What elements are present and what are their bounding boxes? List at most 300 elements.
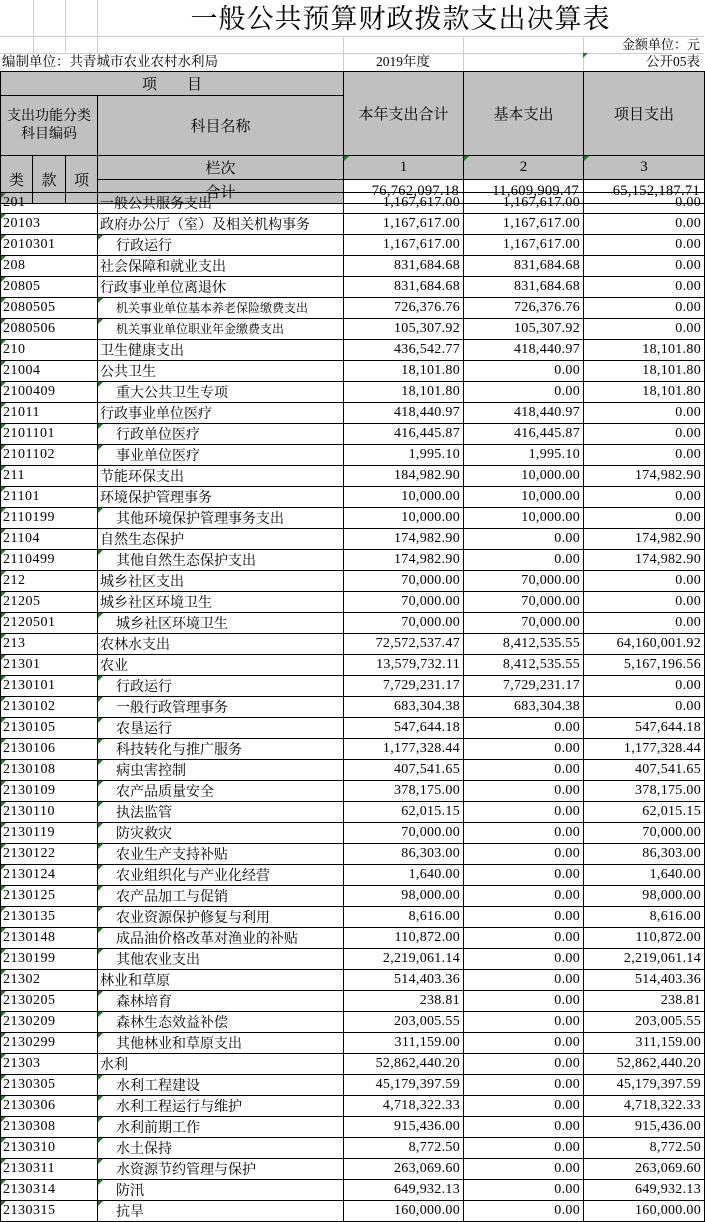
- row-name[interactable]: 水利前期工作: [98, 1116, 344, 1137]
- row-basic[interactable]: 0.00: [464, 1032, 584, 1053]
- row-project[interactable]: 0.00: [584, 423, 705, 444]
- table-row: [1, 507, 705, 528]
- row-name[interactable]: 水资源节约管理与保护: [98, 1158, 344, 1179]
- row-code[interactable]: 2130135: [1, 906, 98, 927]
- row-project[interactable]: 174,982.90: [584, 528, 705, 549]
- row-name[interactable]: 农垦运行: [98, 717, 344, 738]
- row-basic[interactable]: 7,729,231.17: [464, 675, 584, 696]
- row-project[interactable]: 547,644.18: [584, 717, 705, 738]
- row-total[interactable]: 915,436.00: [344, 1116, 464, 1137]
- table-row: [1, 696, 705, 717]
- table-row: [1, 193, 705, 214]
- row-project[interactable]: 263,069.60: [584, 1158, 705, 1179]
- row-total[interactable]: 1,640.00: [344, 864, 464, 885]
- row-code[interactable]: 2130199: [1, 948, 98, 969]
- row-total[interactable]: 263,069.60: [344, 1158, 464, 1179]
- row-code[interactable]: 2110499: [1, 549, 98, 570]
- row-basic[interactable]: 70,000.00: [464, 570, 584, 591]
- header-rank-3[interactable]: 3: [584, 156, 705, 180]
- row-code[interactable]: 21101: [1, 486, 98, 507]
- row-name[interactable]: 农业资源保护修复与利用: [98, 906, 344, 927]
- row-code[interactable]: 2130124: [1, 864, 98, 885]
- row-total[interactable]: 238.81: [344, 990, 464, 1011]
- header-col-basic[interactable]: 基本支出: [464, 72, 584, 156]
- row-basic[interactable]: 0.00: [464, 843, 584, 864]
- row-name[interactable]: 成品油价格改革对渔业的补贴: [98, 927, 344, 948]
- row-total[interactable]: 2,219,061.14: [344, 948, 464, 969]
- row-basic[interactable]: 0.00: [464, 1053, 584, 1074]
- table-row: [1, 256, 705, 277]
- row-project[interactable]: 0.00: [584, 570, 705, 591]
- row-total[interactable]: 378,175.00: [344, 780, 464, 801]
- row-total[interactable]: 70,000.00: [344, 591, 464, 612]
- row-name[interactable]: 行政事业单位离退休: [98, 277, 344, 298]
- row-project[interactable]: 70,000.00: [584, 822, 705, 843]
- row-code[interactable]: 2080506: [1, 318, 98, 339]
- row-total[interactable]: 7,729,231.17: [344, 675, 464, 696]
- row-project[interactable]: 378,175.00: [584, 780, 705, 801]
- table-row: [1, 1032, 705, 1053]
- row-code[interactable]: 2130306: [1, 1095, 98, 1116]
- header-section[interactable]: 款: [33, 156, 66, 204]
- row-project[interactable]: 98,000.00: [584, 885, 705, 906]
- row-name[interactable]: 农产品质量安全: [98, 780, 344, 801]
- row-basic[interactable]: 1,167,617.00: [464, 193, 584, 214]
- row-name[interactable]: 其他林业和草原支出: [98, 1032, 344, 1053]
- row-project[interactable]: 0.00: [584, 444, 705, 465]
- row-total[interactable]: 10,000.00: [344, 507, 464, 528]
- row-total[interactable]: 4,718,322.33: [344, 1095, 464, 1116]
- row-name[interactable]: 环境保护管理事务: [98, 486, 344, 507]
- row-total[interactable]: 174,982.90: [344, 549, 464, 570]
- row-code[interactable]: 2110199: [1, 507, 98, 528]
- row-name[interactable]: 一般行政管理事务: [98, 696, 344, 717]
- row-basic[interactable]: 0.00: [464, 885, 584, 906]
- row-project[interactable]: 18,101.80: [584, 360, 705, 381]
- row-total[interactable]: 52,862,440.20: [344, 1053, 464, 1074]
- row-code[interactable]: 2130106: [1, 738, 98, 759]
- table-row: [1, 402, 705, 423]
- row-basic[interactable]: 10,000.00: [464, 507, 584, 528]
- row-code[interactable]: 2130311: [1, 1158, 98, 1179]
- row-project[interactable]: 62,015.15: [584, 801, 705, 822]
- row-basic[interactable]: 0.00: [464, 738, 584, 759]
- row-name[interactable]: 事业单位医疗: [98, 444, 344, 465]
- row-code[interactable]: 21302: [1, 969, 98, 990]
- row-code[interactable]: 2010301: [1, 235, 98, 256]
- row-code[interactable]: 212: [1, 570, 98, 591]
- summary-project[interactable]: 65,152,187.71: [584, 180, 705, 204]
- row-name[interactable]: 水利: [98, 1053, 344, 1074]
- row-code[interactable]: 2130122: [1, 843, 98, 864]
- row-project[interactable]: 18,101.80: [584, 339, 705, 360]
- row-basic[interactable]: 418,440.97: [464, 402, 584, 423]
- row-total[interactable]: 311,159.00: [344, 1032, 464, 1053]
- table-row: [1, 486, 705, 507]
- row-name[interactable]: 水利工程运行与维护: [98, 1095, 344, 1116]
- row-project[interactable]: 174,982.90: [584, 465, 705, 486]
- row-name[interactable]: 公共卫生: [98, 360, 344, 381]
- row-code[interactable]: 21301: [1, 654, 98, 675]
- row-total[interactable]: 110,872.00: [344, 927, 464, 948]
- table-row: [1, 1200, 705, 1221]
- row-name[interactable]: 执法监管: [98, 801, 344, 822]
- row-name[interactable]: 森林培育: [98, 990, 344, 1011]
- row-basic[interactable]: 0.00: [464, 381, 584, 402]
- row-project[interactable]: 311,159.00: [584, 1032, 705, 1053]
- row-name[interactable]: 其他环境保护管理事务支出: [98, 507, 344, 528]
- row-name[interactable]: 节能环保支出: [98, 465, 344, 486]
- row-basic[interactable]: 0.00: [464, 1158, 584, 1179]
- row-project[interactable]: 0.00: [584, 318, 705, 339]
- header-class[interactable]: 类: [1, 156, 33, 204]
- row-name[interactable]: 行政事业单位医疗: [98, 402, 344, 423]
- row-basic[interactable]: 0.00: [464, 549, 584, 570]
- row-project[interactable]: 64,160,001.92: [584, 633, 705, 654]
- row-basic[interactable]: 0.00: [464, 1137, 584, 1158]
- table-row: [1, 675, 705, 696]
- row-basic[interactable]: 1,995.10: [464, 444, 584, 465]
- row-name[interactable]: 水利工程建设: [98, 1074, 344, 1095]
- table-row: [1, 885, 705, 906]
- row-project[interactable]: 86,303.00: [584, 843, 705, 864]
- table-row: [1, 528, 705, 549]
- row-total[interactable]: 18,101.80: [344, 381, 464, 402]
- row-project[interactable]: 5,167,196.56: [584, 654, 705, 675]
- row-total[interactable]: 72,572,537.47: [344, 633, 464, 654]
- row-project[interactable]: 0.00: [584, 235, 705, 256]
- row-name[interactable]: 防汛: [98, 1179, 344, 1200]
- row-total[interactable]: 86,303.00: [344, 843, 464, 864]
- row-name[interactable]: 行政运行: [98, 675, 344, 696]
- row-code[interactable]: 2130109: [1, 780, 98, 801]
- table-row: [1, 1053, 705, 1074]
- row-name[interactable]: 林业和草原: [98, 969, 344, 990]
- row-project[interactable]: 238.81: [584, 990, 705, 1011]
- row-code[interactable]: 2130299: [1, 1032, 98, 1053]
- row-code[interactable]: 2130105: [1, 717, 98, 738]
- row-basic[interactable]: 0.00: [464, 528, 584, 549]
- table-row: [1, 633, 705, 654]
- table-row: [1, 864, 705, 885]
- row-name[interactable]: 城乡社区环境卫生: [98, 612, 344, 633]
- row-name[interactable]: 社会保障和就业支出: [98, 256, 344, 277]
- summary-total[interactable]: 76,762,097.18: [344, 180, 464, 204]
- row-total[interactable]: 184,982.90: [344, 465, 464, 486]
- row-code[interactable]: 2130108: [1, 759, 98, 780]
- row-name[interactable]: 城乡社区支出: [98, 570, 344, 591]
- row-code[interactable]: 211: [1, 465, 98, 486]
- row-total[interactable]: 649,932.13: [344, 1179, 464, 1200]
- row-code[interactable]: 2130305: [1, 1074, 98, 1095]
- row-basic[interactable]: 10,000.00: [464, 465, 584, 486]
- row-code[interactable]: 2130209: [1, 1011, 98, 1032]
- row-project[interactable]: 0.00: [584, 402, 705, 423]
- header-subject-name[interactable]: 科目名称: [98, 96, 344, 156]
- row-basic[interactable]: 0.00: [464, 1074, 584, 1095]
- row-project[interactable]: 514,403.36: [584, 969, 705, 990]
- row-total[interactable]: 1,995.10: [344, 444, 464, 465]
- row-name[interactable]: 抗旱: [98, 1200, 344, 1221]
- row-total[interactable]: 13,579,732.11: [344, 654, 464, 675]
- row-code[interactable]: 2130101: [1, 675, 98, 696]
- row-total[interactable]: 203,005.55: [344, 1011, 464, 1032]
- row-name[interactable]: 病虫害控制: [98, 759, 344, 780]
- table-row: [1, 717, 705, 738]
- row-code[interactable]: 21205: [1, 591, 98, 612]
- row-project[interactable]: 0.00: [584, 486, 705, 507]
- row-code[interactable]: 21011: [1, 402, 98, 423]
- row-basic[interactable]: 683,304.38: [464, 696, 584, 717]
- row-name[interactable]: 水土保持: [98, 1137, 344, 1158]
- row-total[interactable]: 1,167,617.00: [344, 193, 464, 214]
- gridline: [33, 0, 34, 53]
- row-code[interactable]: 2100409: [1, 381, 98, 402]
- table-row: [1, 1137, 705, 1158]
- row-basic[interactable]: 8,412,535.55: [464, 654, 584, 675]
- row-name[interactable]: 森林生态效益补偿: [98, 1011, 344, 1032]
- table-row: [1, 298, 705, 319]
- table-row: [1, 214, 705, 235]
- row-name[interactable]: 政府办公厅（室）及相关机构事务: [98, 214, 344, 235]
- meta-row: [0, 53, 704, 71]
- row-project[interactable]: 0.00: [584, 675, 705, 696]
- row-name[interactable]: 行政单位医疗: [98, 423, 344, 444]
- row-name[interactable]: 行政运行: [98, 235, 344, 256]
- row-code[interactable]: 210: [1, 339, 98, 360]
- row-project[interactable]: 18,101.80: [584, 381, 705, 402]
- row-name[interactable]: 农业组织化与产业化经营: [98, 864, 344, 885]
- table-row: [1, 948, 705, 969]
- row-total[interactable]: 70,000.00: [344, 570, 464, 591]
- table-row: [1, 318, 705, 339]
- row-basic[interactable]: 0.00: [464, 822, 584, 843]
- row-total[interactable]: 8,616.00: [344, 906, 464, 927]
- row-basic[interactable]: 1,167,617.00: [464, 214, 584, 235]
- row-total[interactable]: 831,684.68: [344, 277, 464, 298]
- row-basic[interactable]: 0.00: [464, 906, 584, 927]
- row-basic[interactable]: 831,684.68: [464, 277, 584, 298]
- row-project[interactable]: 0.00: [584, 256, 705, 277]
- row-basic[interactable]: 105,307.92: [464, 318, 584, 339]
- row-project[interactable]: 1,177,328.44: [584, 738, 705, 759]
- row-project[interactable]: 0.00: [584, 612, 705, 633]
- row-name[interactable]: 防灾救灾: [98, 822, 344, 843]
- row-total[interactable]: 436,542.77: [344, 339, 464, 360]
- row-basic[interactable]: 0.00: [464, 717, 584, 738]
- row-total[interactable]: 62,015.15: [344, 801, 464, 822]
- table-row: [1, 843, 705, 864]
- row-total[interactable]: 8,772.50: [344, 1137, 464, 1158]
- row-code[interactable]: 2130119: [1, 822, 98, 843]
- row-project[interactable]: 160,000.00: [584, 1200, 705, 1221]
- row-code[interactable]: 20805: [1, 277, 98, 298]
- row-basic[interactable]: 10,000.00: [464, 486, 584, 507]
- row-basic[interactable]: 0.00: [464, 1179, 584, 1200]
- table-row: [1, 1095, 705, 1116]
- row-basic[interactable]: 726,376.76: [464, 298, 584, 319]
- row-name[interactable]: 卫生健康支出: [98, 339, 344, 360]
- row-code[interactable]: 2101101: [1, 423, 98, 444]
- amount-unit-note: 金额单位：元: [621, 37, 700, 52]
- row-basic[interactable]: 0.00: [464, 990, 584, 1011]
- row-total[interactable]: 547,644.18: [344, 717, 464, 738]
- header-rank-2[interactable]: 2: [464, 156, 584, 180]
- row-total[interactable]: 1,167,617.00: [344, 214, 464, 235]
- row-basic[interactable]: 0.00: [464, 1011, 584, 1032]
- row-total[interactable]: 45,179,397.59: [344, 1074, 464, 1095]
- row-total[interactable]: 1,177,328.44: [344, 738, 464, 759]
- row-code[interactable]: 2130125: [1, 885, 98, 906]
- row-name[interactable]: 机关事业单位基本养老保险缴费支出: [98, 298, 344, 319]
- row-code[interactable]: 21004: [1, 360, 98, 381]
- row-name[interactable]: 一般公共服务支出: [98, 193, 344, 214]
- row-code[interactable]: 2130205: [1, 990, 98, 1011]
- row-basic[interactable]: 0.00: [464, 759, 584, 780]
- row-basic[interactable]: 0.00: [464, 1095, 584, 1116]
- row-code[interactable]: 2101102: [1, 444, 98, 465]
- row-name[interactable]: 农业生产支持补贴: [98, 843, 344, 864]
- row-code[interactable]: 208: [1, 256, 98, 277]
- row-code[interactable]: 21303: [1, 1053, 98, 1074]
- row-name[interactable]: 其他自然生态保护支出: [98, 549, 344, 570]
- header-code-label[interactable]: [1, 96, 98, 156]
- row-project[interactable]: 45,179,397.59: [584, 1074, 705, 1095]
- row-name[interactable]: 城乡社区环境卫生: [98, 591, 344, 612]
- row-project[interactable]: 8,772.50: [584, 1137, 705, 1158]
- row-project[interactable]: 0.00: [584, 591, 705, 612]
- row-code[interactable]: 20103: [1, 214, 98, 235]
- table-row: [1, 906, 705, 927]
- row-project[interactable]: 915,436.00: [584, 1116, 705, 1137]
- row-total[interactable]: 98,000.00: [344, 885, 464, 906]
- row-total[interactable]: 418,440.97: [344, 402, 464, 423]
- row-code[interactable]: 2130314: [1, 1179, 98, 1200]
- row-basic[interactable]: 0.00: [464, 1200, 584, 1221]
- row-code[interactable]: 213: [1, 633, 98, 654]
- row-name[interactable]: 自然生态保护: [98, 528, 344, 549]
- table-row: [1, 381, 705, 402]
- row-name[interactable]: 科技转化与推广服务: [98, 738, 344, 759]
- row-basic[interactable]: 1,167,617.00: [464, 235, 584, 256]
- row-project[interactable]: 4,718,322.33: [584, 1095, 705, 1116]
- row-basic[interactable]: 0.00: [464, 1116, 584, 1137]
- row-total[interactable]: 514,403.36: [344, 969, 464, 990]
- row-basic[interactable]: 0.00: [464, 801, 584, 822]
- row-name[interactable]: 农林水支出: [98, 633, 344, 654]
- table-row: [1, 1158, 705, 1179]
- row-project[interactable]: 407,541.65: [584, 759, 705, 780]
- row-total[interactable]: 407,541.65: [344, 759, 464, 780]
- row-basic[interactable]: 70,000.00: [464, 591, 584, 612]
- row-code[interactable]: 2130310: [1, 1137, 98, 1158]
- header-project-group[interactable]: 项 目: [1, 72, 344, 96]
- row-project[interactable]: 2,219,061.14: [584, 948, 705, 969]
- row-name[interactable]: 农业: [98, 654, 344, 675]
- row-total[interactable]: 10,000.00: [344, 486, 464, 507]
- row-total[interactable]: 160,000.00: [344, 1200, 464, 1221]
- row-total[interactable]: 726,376.76: [344, 298, 464, 319]
- row-code[interactable]: 2130315: [1, 1200, 98, 1221]
- header-rank-label[interactable]: 栏次: [98, 156, 344, 180]
- header-col-total[interactable]: 本年支出合计: [344, 72, 464, 156]
- row-code[interactable]: 2130110: [1, 801, 98, 822]
- row-basic[interactable]: 0.00: [464, 969, 584, 990]
- row-project[interactable]: 0.00: [584, 193, 705, 214]
- header-rank-1[interactable]: 1: [344, 156, 464, 180]
- row-project[interactable]: 110,872.00: [584, 927, 705, 948]
- table-row: [1, 235, 705, 256]
- row-basic[interactable]: 0.00: [464, 948, 584, 969]
- row-project[interactable]: 649,932.13: [584, 1179, 705, 1200]
- row-name[interactable]: 重大公共卫生专项: [98, 381, 344, 402]
- table-row: [1, 1074, 705, 1095]
- header-col-project[interactable]: 项目支出: [584, 72, 705, 156]
- row-code[interactable]: 201: [1, 193, 98, 214]
- row-basic[interactable]: 831,684.68: [464, 256, 584, 277]
- row-project[interactable]: 1,640.00: [584, 864, 705, 885]
- row-project[interactable]: 174,982.90: [584, 549, 705, 570]
- row-name[interactable]: 其他农业支出: [98, 948, 344, 969]
- row-total[interactable]: 416,445.87: [344, 423, 464, 444]
- table-row: [1, 1011, 705, 1032]
- row-basic[interactable]: 0.00: [464, 927, 584, 948]
- row-basic[interactable]: 0.00: [464, 360, 584, 381]
- row-code[interactable]: 2130148: [1, 927, 98, 948]
- header-item[interactable]: 项: [66, 156, 98, 204]
- summary-label[interactable]: 合计: [98, 180, 344, 204]
- row-basic[interactable]: 0.00: [464, 864, 584, 885]
- summary-basic[interactable]: 11,609,909.47: [464, 180, 584, 204]
- row-project[interactable]: 0.00: [584, 298, 705, 319]
- row-project[interactable]: 203,005.55: [584, 1011, 705, 1032]
- row-basic[interactable]: 416,445.87: [464, 423, 584, 444]
- row-project[interactable]: 0.00: [584, 696, 705, 717]
- row-total[interactable]: 683,304.38: [344, 696, 464, 717]
- row-project[interactable]: 0.00: [584, 214, 705, 235]
- row-name[interactable]: 机关事业单位职业年金缴费支出: [98, 318, 344, 339]
- row-project[interactable]: 0.00: [584, 507, 705, 528]
- row-basic[interactable]: 8,412,535.55: [464, 633, 584, 654]
- row-code[interactable]: 2130308: [1, 1116, 98, 1137]
- row-total[interactable]: 174,982.90: [344, 528, 464, 549]
- table-row: [1, 423, 705, 444]
- row-code[interactable]: 2080505: [1, 298, 98, 319]
- row-name[interactable]: 农产品加工与促销: [98, 885, 344, 906]
- row-total[interactable]: 18,101.80: [344, 360, 464, 381]
- row-total[interactable]: 70,000.00: [344, 822, 464, 843]
- row-project[interactable]: 0.00: [584, 277, 705, 298]
- row-total[interactable]: 1,167,617.00: [344, 235, 464, 256]
- row-basic[interactable]: 418,440.97: [464, 339, 584, 360]
- table-row: [1, 990, 705, 1011]
- row-total[interactable]: 831,684.68: [344, 256, 464, 277]
- row-project[interactable]: 52,862,440.20: [584, 1053, 705, 1074]
- table-row: [1, 654, 705, 675]
- table-row: [1, 1179, 705, 1200]
- row-basic[interactable]: 70,000.00: [464, 612, 584, 633]
- row-total[interactable]: 105,307.92: [344, 318, 464, 339]
- table-row: [1, 444, 705, 465]
- row-code[interactable]: 2130102: [1, 696, 98, 717]
- row-basic[interactable]: 0.00: [464, 780, 584, 801]
- row-project[interactable]: 8,616.00: [584, 906, 705, 927]
- row-code[interactable]: 21104: [1, 528, 98, 549]
- preparing-unit-label: 编制单位：共青城市农业农村水利局: [2, 54, 218, 69]
- row-total[interactable]: 70,000.00: [344, 612, 464, 633]
- fiscal-year-label: 2019年度: [376, 54, 430, 69]
- row-code[interactable]: 2120501: [1, 612, 98, 633]
